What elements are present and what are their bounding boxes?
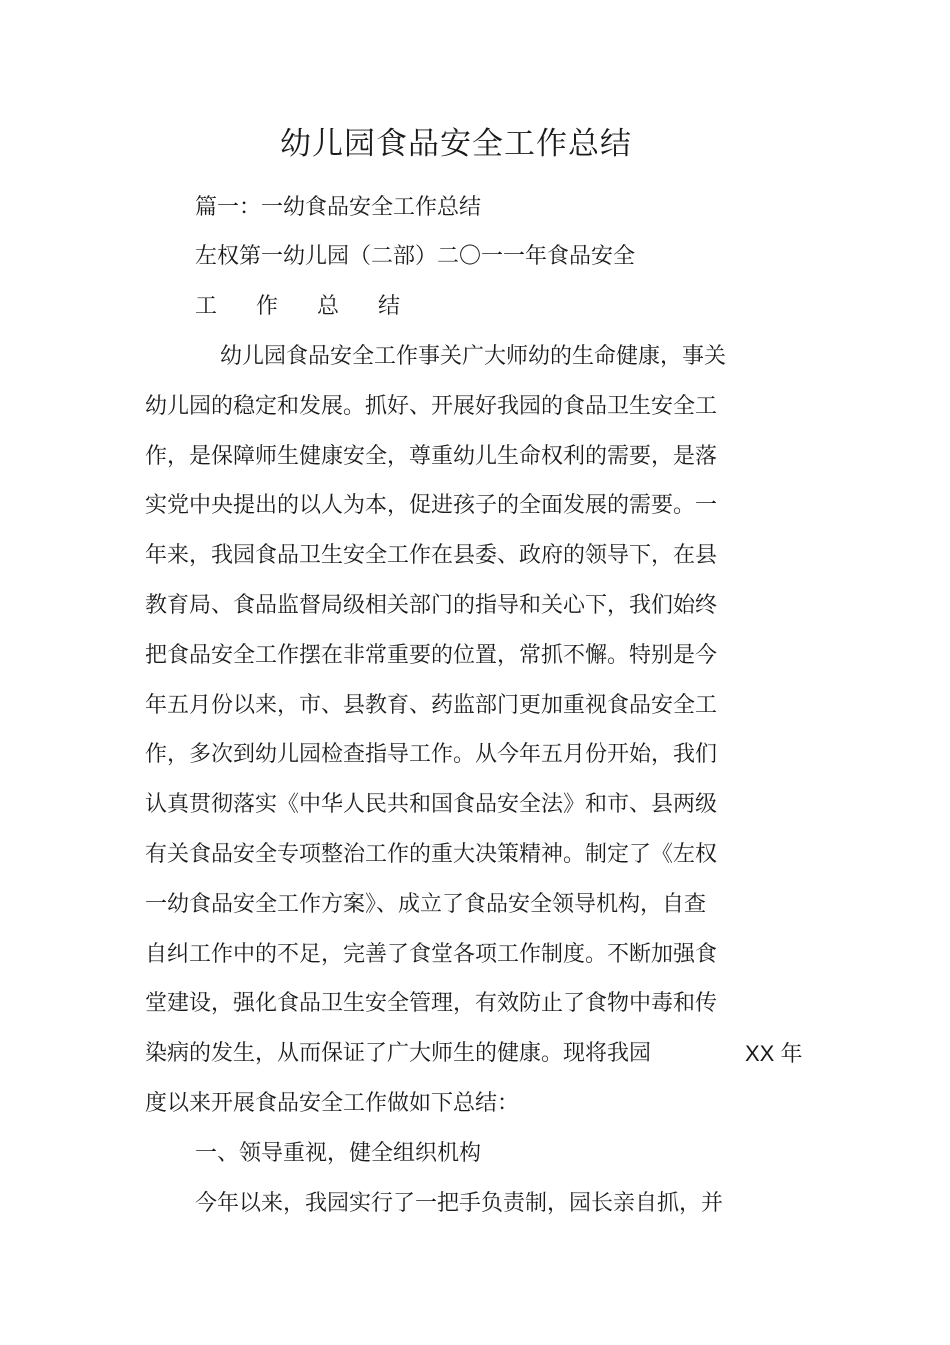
- body-line: 年来，我园食品卫生安全工作在县委、政府的领导下，在县: [145, 543, 718, 568]
- body-line: 自纠工作中的不足，完善了食堂各项工作制度。不断加强食: [145, 942, 718, 967]
- body-line: 度以来开展食品安全工作做如下总结：: [145, 1091, 520, 1116]
- section-heading: 篇一：一幼食品安全工作总结: [195, 195, 482, 220]
- subtitle-line-2: 工 作 总 结: [195, 294, 416, 319]
- body-line: 作，多次到幼儿园检查指导工作。从今年五月份开始，我们: [145, 742, 718, 767]
- subtitle-line-1: 左权第一幼儿园（二部）二〇一一年食品安全: [195, 244, 636, 269]
- last-line: 今年以来，我园实行了一把手负责制，园长亲自抓，并: [195, 1191, 724, 1216]
- heading-one: 一、领导重视，健全组织机构: [195, 1141, 482, 1166]
- year-marker: XX 年: [745, 1041, 803, 1066]
- body-line: 幼儿园的稳定和发展。抓好、开展好我园的食品卫生安全工: [145, 394, 718, 419]
- body-line: 一幼食品安全工作方案》、成立了食品安全领导机构，自查: [145, 892, 707, 917]
- body-line: 作，是保障师生健康安全，尊重幼儿生命权利的需要，是落: [145, 444, 718, 469]
- body-line: 堂建设，强化食品卫生安全管理，有效防止了食物中毒和传: [145, 991, 718, 1016]
- body-line: 染病的发生，从而保证了广大师生的健康。现将我园: [145, 1041, 652, 1066]
- body-line: 年五月份以来，市、县教育、药监部门更加重视食品安全工: [145, 693, 718, 718]
- body-line: 把食品安全工作摆在非常重要的位置，常抓不懈。特别是今: [145, 643, 718, 668]
- body-line: 幼儿园食品安全工作事关广大师幼的生命健康，事关: [220, 344, 727, 369]
- document-title: 幼儿园食品安全工作总结: [280, 126, 632, 162]
- body-line: 有关食品安全专项整治工作的重大决策精神。制定了《左权: [145, 842, 718, 867]
- body-line: 教育局、食品监督局级相关部门的指导和关心下，我们始终: [145, 593, 718, 618]
- body-line: 实党中央提出的以人为本，促进孩子的全面发展的需要。一: [145, 493, 718, 518]
- body-line: 认真贯彻落实《中华人民共和国食品安全法》和市、县两级: [145, 792, 718, 817]
